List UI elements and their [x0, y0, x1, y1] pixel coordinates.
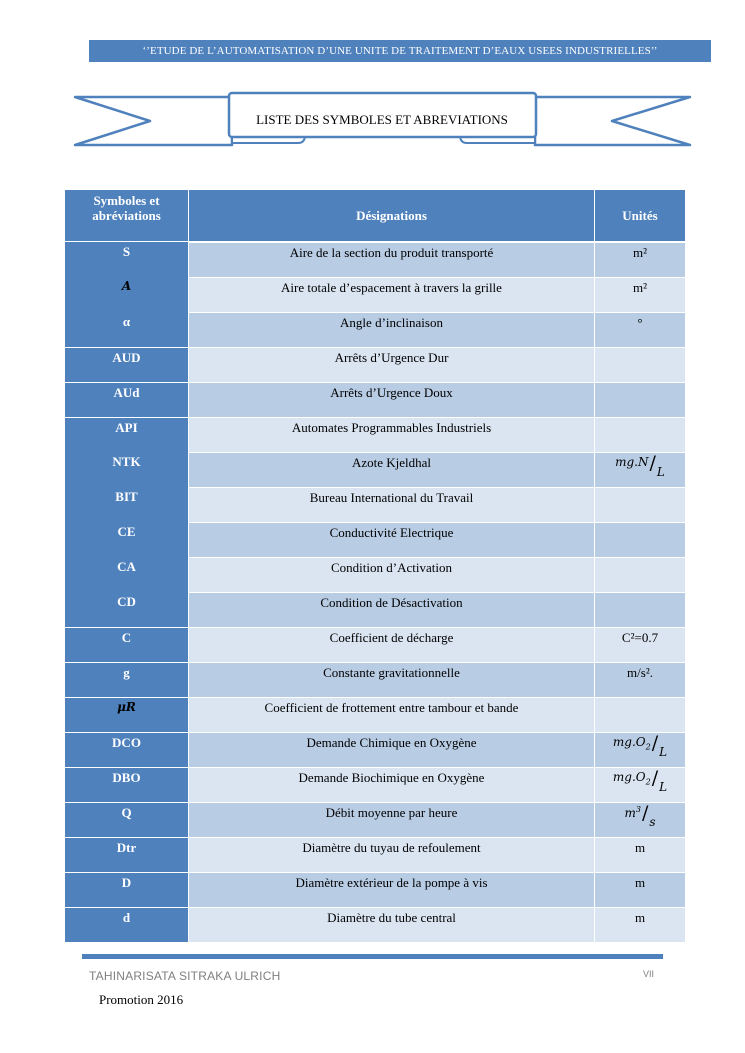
cell-unit	[594, 557, 685, 592]
cell-unit	[594, 417, 685, 452]
header-unit: Unités	[594, 190, 685, 241]
footer-author: TAHINARISATA SITRAKA ULRICH	[89, 969, 281, 983]
table-row	[65, 312, 685, 347]
page-number: VII	[643, 969, 655, 979]
table-row	[65, 487, 685, 522]
cell-designation: Débit moyenne par heure	[188, 802, 594, 837]
table-row	[65, 347, 685, 382]
table-header	[65, 190, 685, 242]
cell-symbol: CE	[65, 522, 188, 557]
cell-symbol: CD	[65, 592, 188, 627]
cell-designation: Coefficient de frottement entre tambour et bande	[188, 697, 594, 732]
cell-unit: m	[594, 837, 685, 872]
table-row	[65, 592, 685, 627]
cell-designation: Diamètre extérieur de la pompe à vis	[188, 872, 594, 907]
cell-unit: °	[594, 312, 685, 347]
table-row	[65, 452, 685, 487]
cell-symbol: Dtr	[65, 837, 188, 872]
cell-designation: Condition d’Activation	[188, 557, 594, 592]
header-symbol: Symboles et abréviations	[92, 193, 161, 223]
cell-designation: Condition de Désactivation	[188, 592, 594, 627]
table-row	[65, 627, 685, 662]
table-row	[65, 802, 685, 837]
header-designation: Désignations	[188, 190, 594, 241]
table-row	[65, 662, 685, 697]
table-row	[65, 767, 685, 802]
cell-designation: Angle d’inclinaison	[188, 312, 594, 347]
footer-promotion: Promotion 2016	[99, 992, 184, 1007]
cell-symbol: g	[65, 662, 188, 697]
cell-designation: Demande Biochimique en Oxygène	[188, 767, 594, 802]
cell-designation: Diamètre du tube central	[188, 907, 594, 942]
cell-symbol: d	[65, 907, 188, 942]
table-row	[65, 382, 685, 417]
cell-symbol: BIT	[65, 487, 188, 522]
cell-designation: Bureau International du Travail	[188, 487, 594, 522]
cell-symbol: CA	[65, 557, 188, 592]
cell-symbol: NTK	[65, 452, 188, 487]
cell-unit: m²	[594, 242, 685, 277]
table-row	[65, 697, 685, 732]
cell-unit	[594, 487, 685, 522]
table-row	[65, 522, 685, 557]
cell-symbol: D	[65, 872, 188, 907]
cell-unit	[594, 347, 685, 382]
banner-title: LISTE DES SYMBOLES ET ABREVIATIONS	[256, 112, 508, 127]
table-row	[65, 417, 685, 452]
cell-symbol: μR	[65, 697, 188, 732]
table-body	[65, 242, 685, 942]
cell-unit: $m^3$ / s	[594, 802, 685, 837]
cell-unit	[594, 522, 685, 557]
cell-symbol: AUD	[65, 347, 188, 382]
footer-divider	[82, 954, 663, 959]
cell-designation: Demande Chimique en Oxygène	[188, 732, 594, 767]
cell-unit: mg.N / L	[594, 452, 685, 487]
cell-designation: Constante gravitationnelle	[188, 662, 594, 697]
cell-unit: $mg.O_2$ / L	[594, 767, 685, 802]
table-row	[65, 872, 685, 907]
cell-symbol: AUd	[65, 382, 188, 417]
cell-designation: Arrêts d’Urgence Doux	[188, 382, 594, 417]
cell-unit: m/s².	[594, 662, 685, 697]
table-row	[65, 837, 685, 872]
cell-designation: Aire de la section du produit transporté	[188, 242, 594, 277]
table-row	[65, 242, 685, 277]
cell-unit: $mg.O_2$ / L	[594, 732, 685, 767]
cell-designation: Automates Programmables Industriels	[188, 417, 594, 452]
cell-symbol: Q	[65, 802, 188, 837]
table-row	[65, 907, 685, 942]
cell-designation: Azote Kjeldhal	[188, 452, 594, 487]
cell-symbol: C	[65, 627, 188, 662]
cell-unit: m	[594, 907, 685, 942]
cell-symbol: S	[65, 242, 188, 277]
cell-designation: Diamètre du tuyau de refoulement	[188, 837, 594, 872]
symbols-table	[65, 190, 685, 942]
table-row	[65, 277, 685, 312]
cell-symbol: API	[65, 417, 188, 452]
cell-unit	[594, 382, 685, 417]
cell-designation: Arrêts d’Urgence Dur	[188, 347, 594, 382]
cell-symbol: DBO	[65, 767, 188, 802]
cell-unit: C²=0.7	[594, 627, 685, 662]
cell-designation: Conductivité Electrique	[188, 522, 594, 557]
cell-unit: m	[594, 872, 685, 907]
cell-unit: m²	[594, 277, 685, 312]
cell-symbol: DCO	[65, 732, 188, 767]
cell-designation: Aire totale d’espacement à travers la grille	[188, 277, 594, 312]
cell-symbol: A	[65, 277, 188, 312]
table-row	[65, 557, 685, 592]
cell-symbol: α	[65, 312, 188, 347]
document-title: ‘’ETUDE DE L’AUTOMATISATION D’UNE UNITE DE TRAITEMENT D’EAUX USEES INDUSTRIELLES’’	[142, 45, 658, 57]
document-header	[89, 40, 711, 62]
cell-unit	[594, 592, 685, 627]
table-row	[65, 732, 685, 767]
cell-designation: Coefficient de décharge	[188, 627, 594, 662]
cell-unit	[594, 697, 685, 732]
